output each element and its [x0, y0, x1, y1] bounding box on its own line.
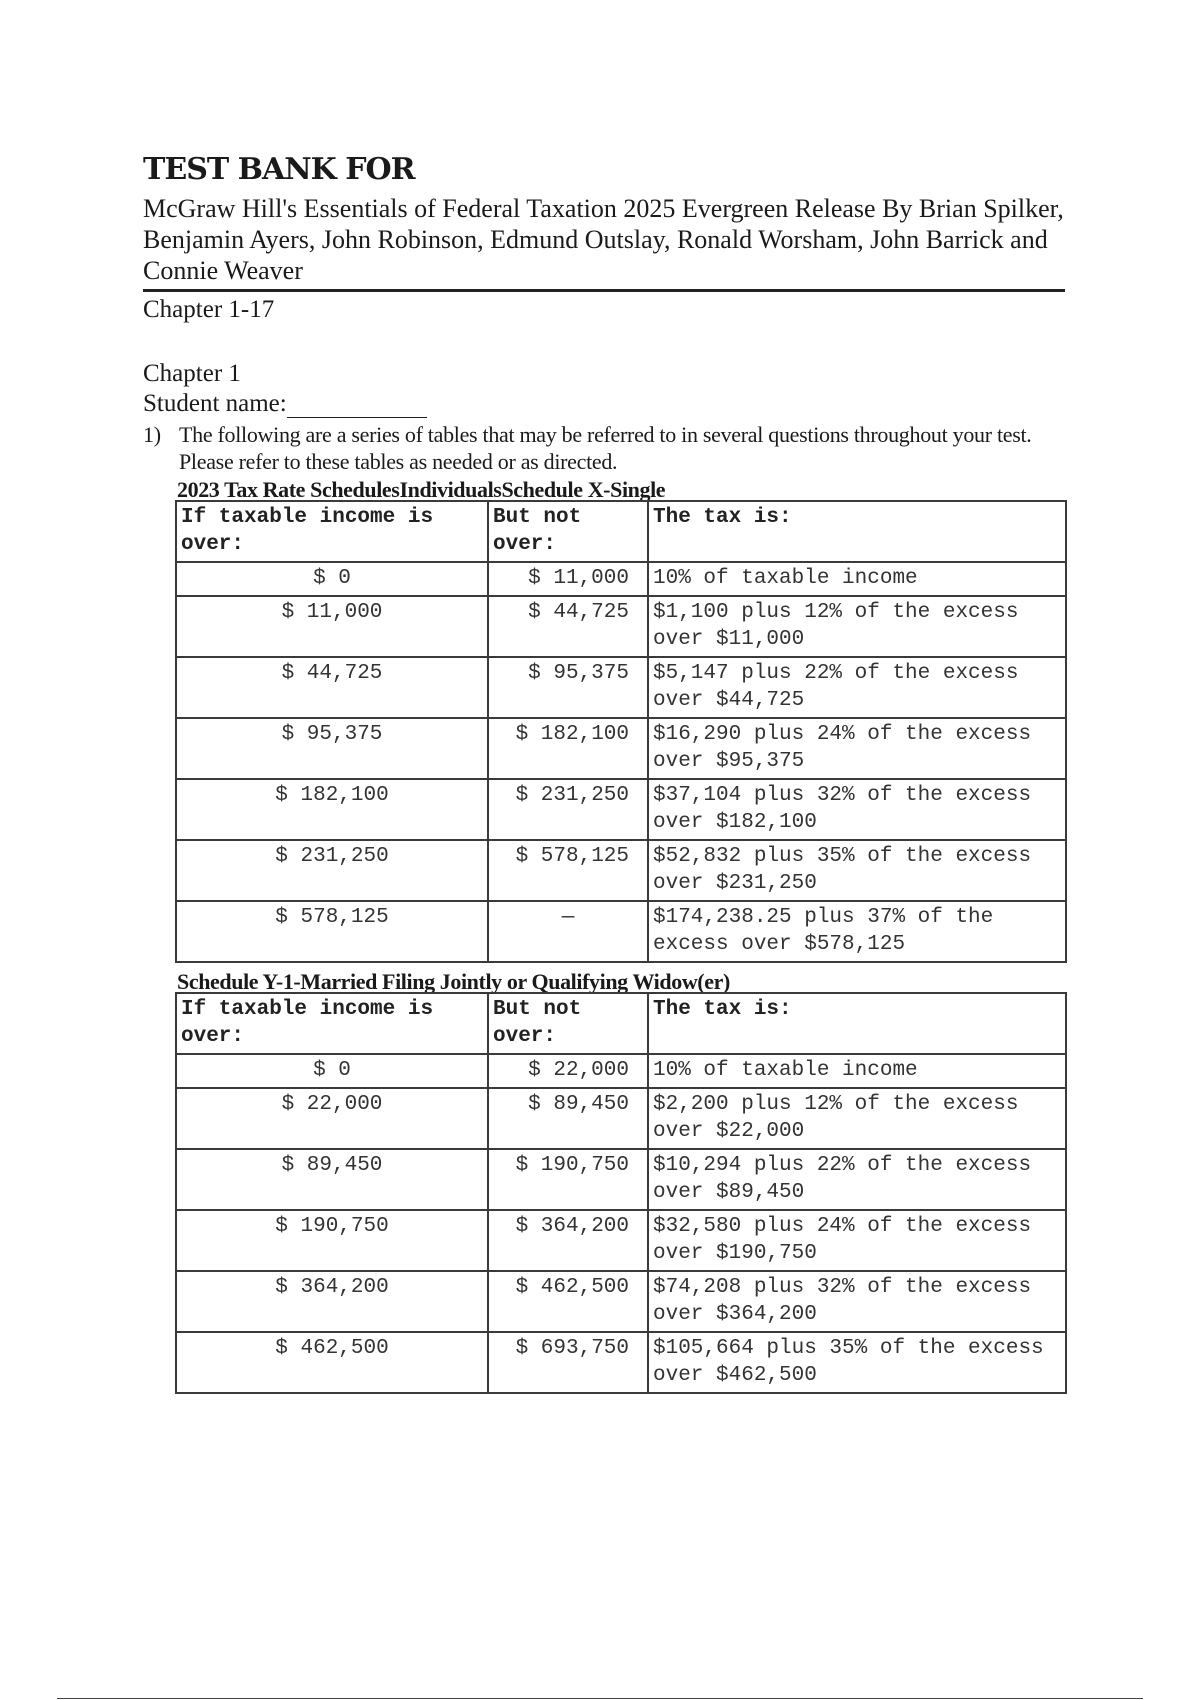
- column-header: The tax is:: [648, 501, 1066, 562]
- student-name-label: Student name:: [143, 390, 287, 417]
- table-row: [176, 1332, 1066, 1393]
- bracket-lower: $ 190,750: [176, 1210, 488, 1271]
- tax-formula: $1,100 plus 12% of the excess over $11,000: [648, 596, 1066, 657]
- bracket-upper: $ 182,100: [488, 718, 648, 779]
- schedule-y1-caption: Schedule Y-1-Married Filing Jointly or Qualifying Widow(er): [177, 969, 730, 994]
- column-header: But not over:: [488, 993, 648, 1054]
- tax-formula: $2,200 plus 12% of the excess over $22,000: [648, 1088, 1066, 1149]
- bracket-lower: $ 0: [176, 1054, 488, 1088]
- bracket-upper: $ 44,725: [488, 596, 648, 657]
- question-number: 1): [143, 422, 161, 447]
- bracket-lower: $ 11,000: [176, 596, 488, 657]
- tax-formula: $10,294 plus 22% of the excess over $89,450: [648, 1149, 1066, 1210]
- column-header: But not over:: [488, 501, 648, 562]
- bracket-upper: $ 95,375: [488, 657, 648, 718]
- footer-divider: [57, 1698, 1143, 1699]
- bracket-lower: $ 182,100: [176, 779, 488, 840]
- table-row: [176, 901, 1066, 962]
- bracket-lower: $ 95,375: [176, 718, 488, 779]
- bracket-upper: $ 11,000: [488, 562, 648, 596]
- column-header: If taxable income is over:: [176, 501, 488, 562]
- question-1: [143, 421, 1063, 475]
- question-text: The following are a series of tables that may be referred to in several questions throughout your test. Please refer to these tables as needed or as directed.: [179, 422, 1032, 474]
- bracket-upper: $ 462,500: [488, 1271, 648, 1332]
- bracket-upper: $ 190,750: [488, 1149, 648, 1210]
- bracket-upper: —: [488, 901, 648, 962]
- book-citation: McGraw Hill's Essentials of Federal Taxation 2025 Evergreen Release By Brian Spilker, Benjamin Ayers, John Robinson, Edmund Outslay, Ronald Worsham, John Barrick and Connie Weaver: [143, 194, 1064, 285]
- column-header: If taxable income is over:: [176, 993, 488, 1054]
- bracket-upper: $ 578,125: [488, 840, 648, 901]
- bracket-lower: $ 44,725: [176, 657, 488, 718]
- bracket-upper: $ 89,450: [488, 1088, 648, 1149]
- table-row: [176, 1210, 1066, 1271]
- tax-formula: 10% of taxable income: [648, 1054, 1066, 1088]
- tax-formula: $5,147 plus 22% of the excess over $44,725: [648, 657, 1066, 718]
- bracket-upper: $ 364,200: [488, 1210, 648, 1271]
- chapter-range: Chapter 1-17: [143, 296, 275, 323]
- table-row: [176, 562, 1066, 596]
- table-row: [176, 1149, 1066, 1210]
- table-row: [176, 840, 1066, 901]
- table-row: [176, 1088, 1066, 1149]
- tax-formula: $74,208 plus 32% of the excess over $364,200: [648, 1271, 1066, 1332]
- header-divider: [143, 289, 1065, 292]
- table-row: [176, 779, 1066, 840]
- tax-formula: $52,832 plus 35% of the excess over $231,250: [648, 840, 1066, 901]
- student-name-line: [143, 390, 427, 418]
- table-row: [176, 657, 1066, 718]
- table-row: [176, 1054, 1066, 1088]
- table-header-row: [176, 993, 1066, 1054]
- schedule-x-caption: 2023 Tax Rate SchedulesIndividualsSchedule X-Single: [177, 477, 666, 502]
- document-title: TEST BANK FOR: [143, 152, 415, 187]
- table-row: [176, 1271, 1066, 1332]
- tax-formula: $105,664 plus 35% of the excess over $462,500: [648, 1332, 1066, 1393]
- bracket-upper: $ 693,750: [488, 1332, 648, 1393]
- schedule-y1-table: [175, 992, 1067, 1394]
- bracket-upper: $ 231,250: [488, 779, 648, 840]
- table-row: [176, 596, 1066, 657]
- bracket-lower: $ 89,450: [176, 1149, 488, 1210]
- table-header-row: [176, 501, 1066, 562]
- student-name-blank[interactable]: [287, 393, 427, 418]
- tax-formula: $32,580 plus 24% of the excess over $190,750: [648, 1210, 1066, 1271]
- tax-formula: 10% of taxable income: [648, 562, 1066, 596]
- bracket-lower: $ 364,200: [176, 1271, 488, 1332]
- tax-formula: $16,290 plus 24% of the excess over $95,375: [648, 718, 1066, 779]
- table-row: [176, 718, 1066, 779]
- bracket-lower: $ 462,500: [176, 1332, 488, 1393]
- chapter-heading: Chapter 1: [143, 360, 241, 387]
- bracket-lower: $ 22,000: [176, 1088, 488, 1149]
- bracket-lower: $ 231,250: [176, 840, 488, 901]
- column-header: The tax is:: [648, 993, 1066, 1054]
- tax-formula: $37,104 plus 32% of the excess over $182,100: [648, 779, 1066, 840]
- bracket-lower: $ 0: [176, 562, 488, 596]
- schedule-x-table: [175, 500, 1067, 963]
- bracket-upper: $ 22,000: [488, 1054, 648, 1088]
- bracket-lower: $ 578,125: [176, 901, 488, 962]
- tax-formula: $174,238.25 plus 37% of the excess over $578,125: [648, 901, 1066, 962]
